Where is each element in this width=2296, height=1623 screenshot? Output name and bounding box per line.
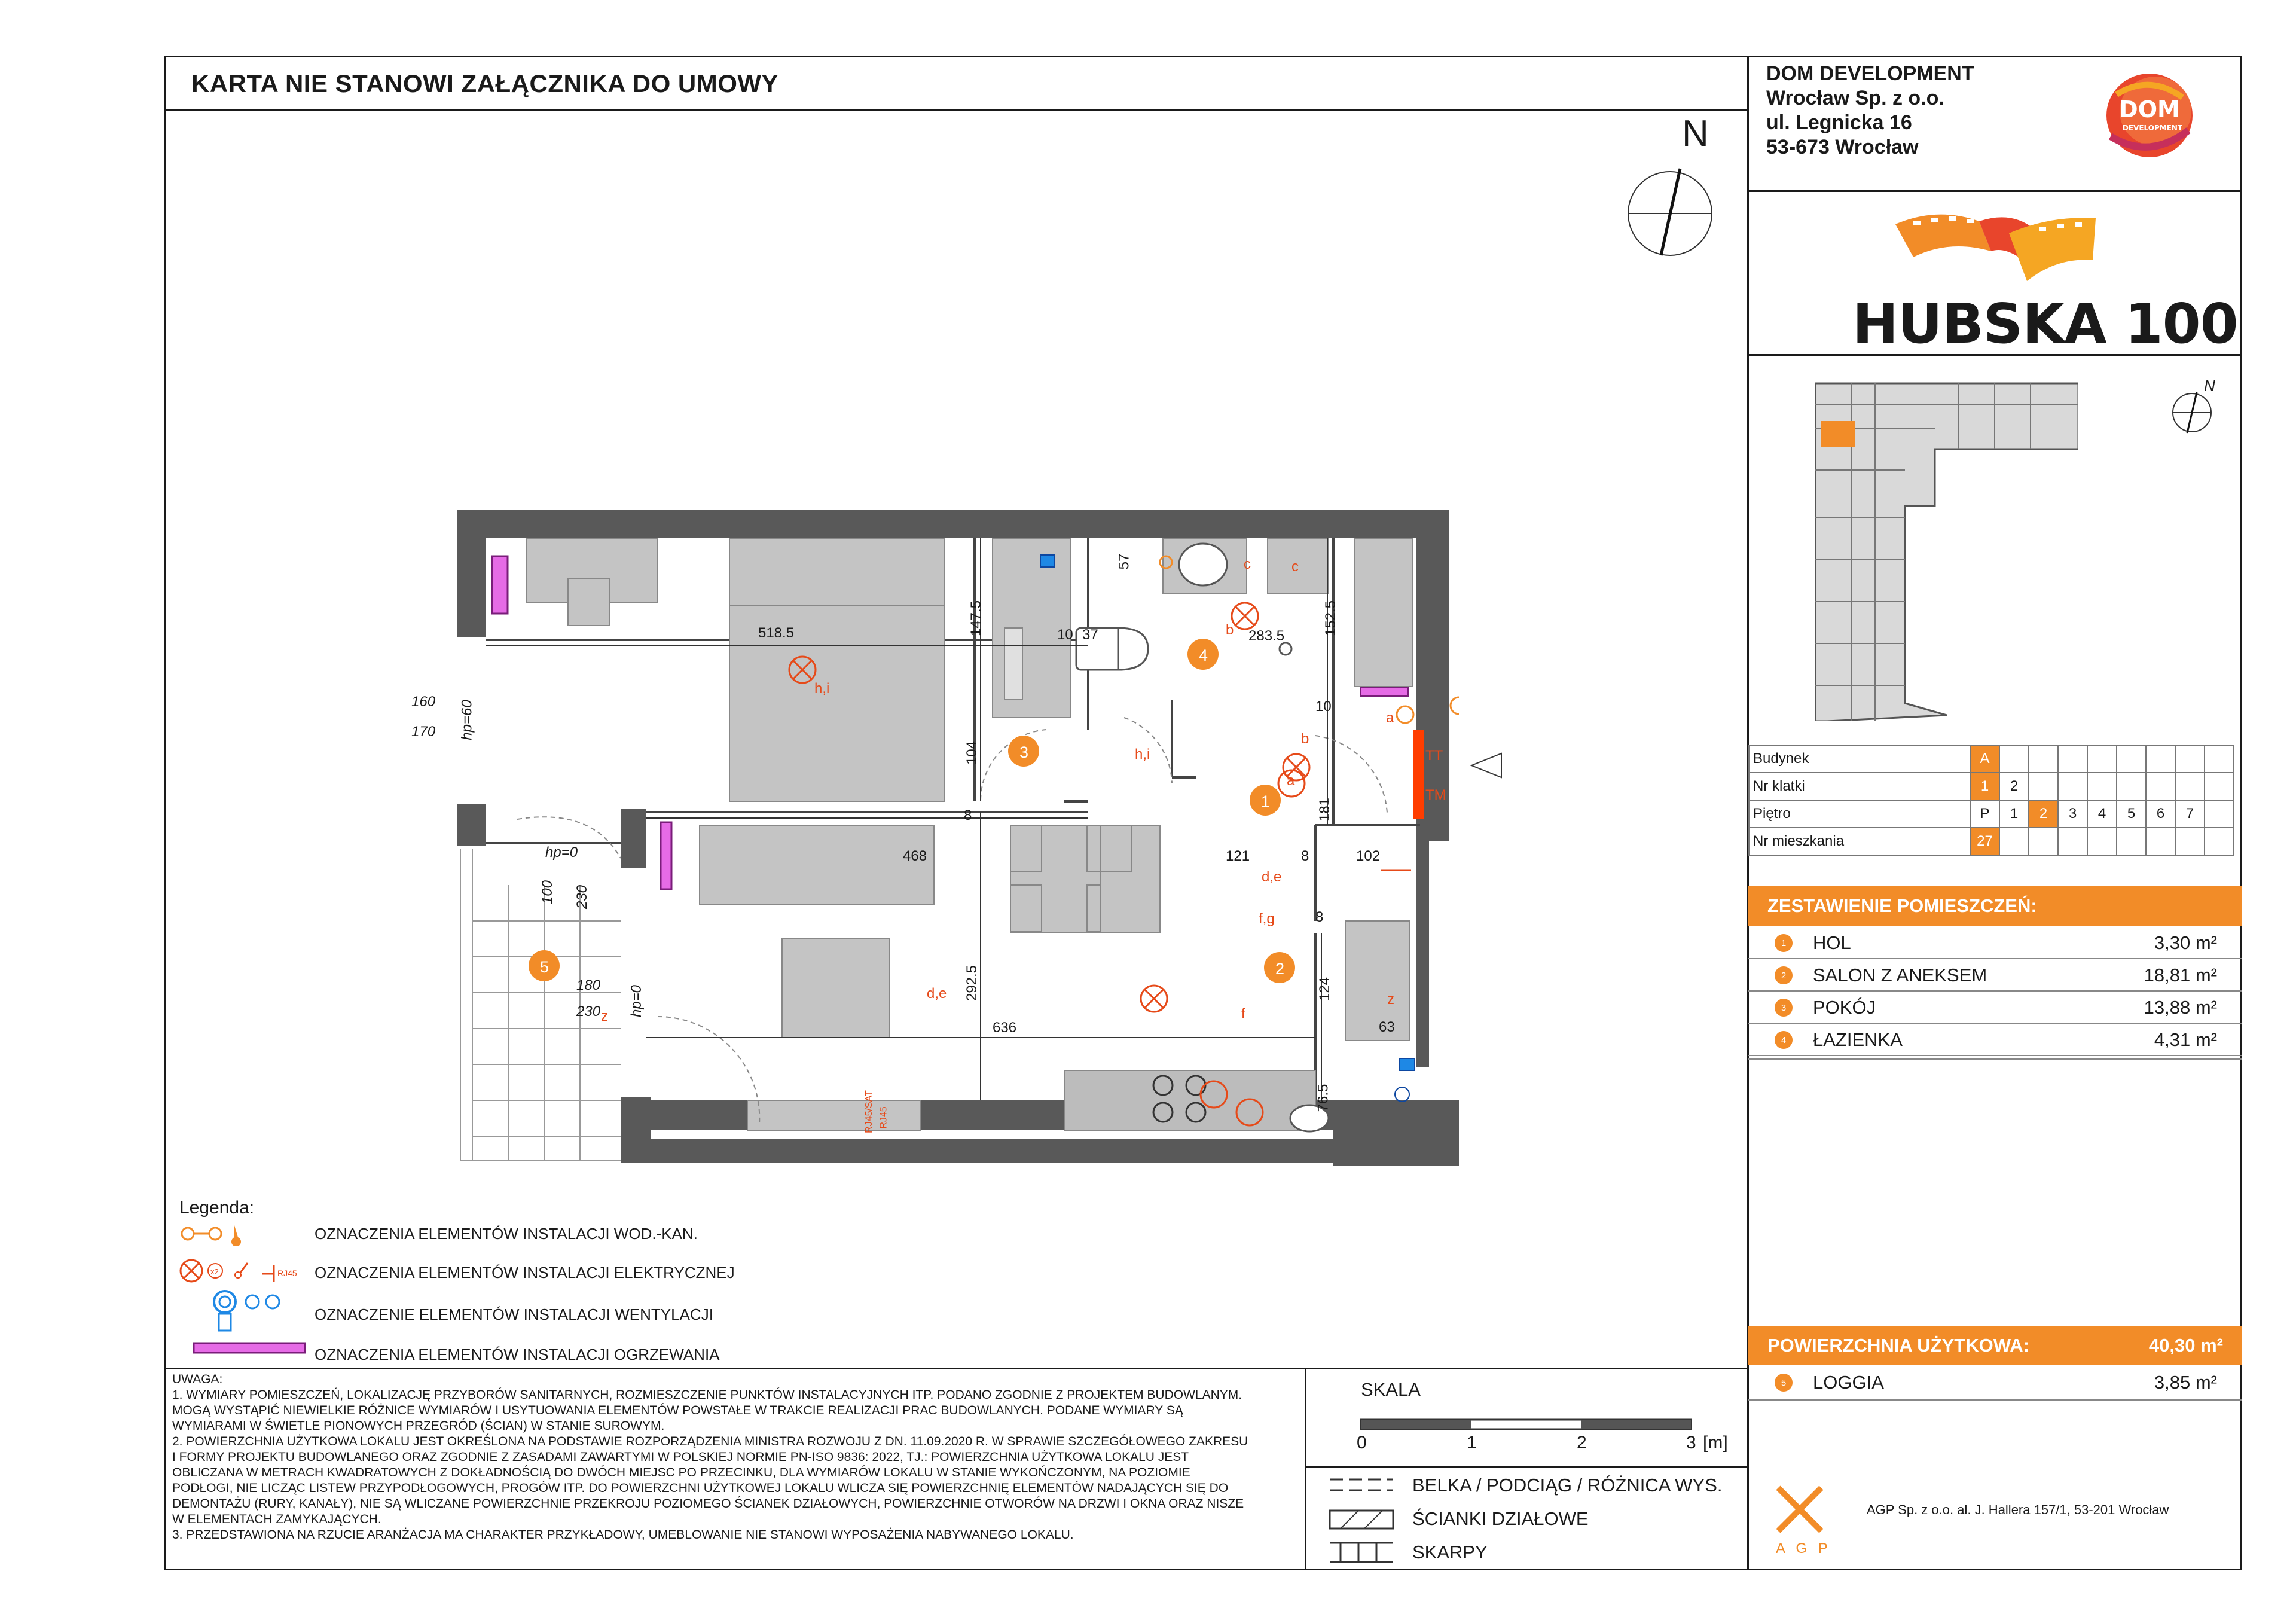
room-name: SALON Z ANEKSEM xyxy=(1813,965,1987,986)
company-entity: Wrocław Sp. z o.o. xyxy=(1766,87,1944,109)
scale-tick-0: 0 xyxy=(1357,1433,1367,1453)
symbol-partition-label: ŚCIANKI DZIAŁOWE xyxy=(1412,1508,1589,1529)
info-cell xyxy=(1999,828,2029,855)
project-divider xyxy=(1747,354,2242,356)
note-line: I FORMY PROJEKTU BUDOWLANEGO ORAZ ZGODNIE Z ZASADAMI ZAWARTYMI W POLSKIEJ NORMIE PN-ISO 9836: 2022, TJ.: POWIERZCHNIA UŻYTKOWA LOKALU JEST xyxy=(172,1450,1189,1464)
entrance-marker-icon xyxy=(1468,751,1504,780)
label-rj45-sat: RJ45/SAT xyxy=(863,1090,874,1133)
info-cell xyxy=(2029,773,2058,800)
bottom-divider xyxy=(164,1368,1748,1369)
room-row xyxy=(1748,927,2236,959)
dim-292: 292.5 xyxy=(964,965,981,1002)
north-arrow-icon xyxy=(1625,163,1715,258)
dim-147: 147.5 xyxy=(968,600,985,637)
dim-124: 124 xyxy=(1317,977,1333,1002)
note-line: PODŁOGI, NIE LICZĄC LISTEW PRZYPODŁOGOWYCH, PROGÓW ITP. DO POWIERZCHNI UŻYTKOWEJ LOKALU WLICZA SIĘ POWIERZCHNIĘ ELEMENTÓW NADAJĄCYCH SIĘ DO xyxy=(172,1481,1229,1495)
dim-230a: 230 xyxy=(574,884,591,910)
room-number-badge: 3 xyxy=(1775,999,1793,1017)
disclaimer-title: KARTA NIE STANOWI ZAŁĄCZNIKA DO UMOWY xyxy=(191,69,779,97)
label-de-1: d,e xyxy=(1262,869,1282,885)
room-name: POKÓJ xyxy=(1813,997,1876,1018)
dim-170: 170 xyxy=(411,724,436,740)
label-c-2: c xyxy=(1292,559,1299,575)
info-cell xyxy=(2146,828,2175,855)
info-cell xyxy=(2175,745,2205,773)
dim-468: 468 xyxy=(903,848,927,864)
dim-152: 152.5 xyxy=(1323,600,1339,637)
highlighted-apartment xyxy=(1821,421,1855,447)
room-area: 4,31 m² xyxy=(2154,1029,2217,1050)
dim-10a: 10 xyxy=(1057,627,1073,643)
info-cell xyxy=(2117,773,2146,800)
badge-5-label: 5 xyxy=(540,958,549,976)
loggia-number-badge: 5 xyxy=(1775,1374,1793,1392)
info-row xyxy=(1749,828,2234,855)
north-label: N xyxy=(1682,113,1709,154)
symbol-beam-label: BELKA / PODCIĄG / RÓŻNICA WYS. xyxy=(1412,1475,1723,1496)
info-cell xyxy=(2117,745,2146,773)
info-cell xyxy=(2087,773,2117,800)
dim-63: 63 xyxy=(1379,1019,1395,1035)
usable-area-value: 40,30 m² xyxy=(2148,1335,2223,1356)
room-number-badge: 2 xyxy=(1775,966,1793,984)
dim-8c: 8 xyxy=(1315,909,1324,925)
dim-100: 100 xyxy=(539,880,556,905)
info-cell xyxy=(2205,745,2234,773)
dim-hp0a: hp=0 xyxy=(545,844,578,861)
scale-bar xyxy=(1357,1416,1698,1434)
info-cell xyxy=(2087,745,2117,773)
info-cell xyxy=(2205,828,2234,855)
label-fg: f,g xyxy=(1259,911,1275,927)
company-name: DOM DEVELOPMENT xyxy=(1766,62,1974,85)
note-line: MOGĄ WYSTĄPIĆ NIEWIELKIE RÓŻNICE WYMIARÓW I USYTUOWANIA ELEMENTÓW POWSTAŁE W TRAKCIE REALIZACJI PRAC BUDOWLANYCH. PODANE WYMIARY SĄ xyxy=(172,1404,1183,1417)
note-line: W ELEMENTACH ZAMYKAJĄCYCH. xyxy=(172,1512,381,1526)
info-cell xyxy=(2146,745,2175,773)
label-f: f xyxy=(1241,1006,1245,1022)
label-de-2: d,e xyxy=(927,986,947,1002)
info-cell: 1 xyxy=(1999,800,2029,828)
dim-hp60: hp=60 xyxy=(459,700,475,740)
tech-shaft xyxy=(1413,730,1424,819)
legend-heating-icon xyxy=(193,1340,306,1355)
usable-area-label: POWIERZCHNIA UŻYTKOWA: xyxy=(1767,1335,2029,1356)
scale-tick-2: 2 xyxy=(1577,1433,1587,1453)
info-cell xyxy=(2087,828,2117,855)
legend-electrical-icons xyxy=(178,1256,316,1286)
legend-item-water: OZNACZENIA ELEMENTÓW INSTALACJI WOD.-KAN. xyxy=(315,1225,698,1243)
info-row xyxy=(1749,800,2234,828)
badge-3-label: 3 xyxy=(1019,743,1029,761)
legend-item-heating: OZNACZENIA ELEMENTÓW INSTALACJI OGRZEWANIA xyxy=(315,1346,720,1363)
info-cell: 6 xyxy=(2146,800,2175,828)
info-cell xyxy=(2146,773,2175,800)
info-cell: A xyxy=(1970,745,1999,773)
dim-104: 104 xyxy=(964,740,981,765)
dim-57: 57 xyxy=(1116,553,1132,570)
info-cell: 2 xyxy=(1999,773,2029,800)
beam-symbol-icon xyxy=(1329,1476,1394,1494)
notes-divider xyxy=(1305,1368,1306,1570)
info-cell xyxy=(2029,828,2058,855)
note-line: 2. POWIERZCHNIA UŻYTKOWA LOKALU JEST OKREŚLONA NA PODSTAWIE ROZPORZĄDZENIA MINISTRA ROZWOJU Z DN. 11.09.2020 R. W SPRAWIE SZCZEGÓŁOWEGO ZAKRESU xyxy=(172,1435,1248,1448)
scale-title: SKALA xyxy=(1361,1379,1421,1400)
legend-item-ventilation: OZNACZENIE ELEMENTÓW INSTALACJI WENTYLACJI xyxy=(315,1305,713,1323)
label-a-2: a xyxy=(1386,710,1394,726)
building-key-plan xyxy=(1815,380,2078,721)
notes-title: UWAGA: xyxy=(172,1372,223,1386)
dim-230b: 230 xyxy=(576,1003,601,1020)
agp-logo-text: A G P xyxy=(1776,1540,1831,1557)
company-divider xyxy=(1747,190,2242,192)
room-area: 13,88 m² xyxy=(2144,997,2217,1018)
logo-dom-text: DOM xyxy=(2119,96,2180,123)
info-cell xyxy=(2117,828,2146,855)
info-row xyxy=(1749,773,2234,800)
info-cell xyxy=(2175,773,2205,800)
architect-address: AGP Sp. z o.o. al. J. Hallera 157/1, 53-201 Wrocław xyxy=(1867,1502,2169,1517)
small-north-label: N xyxy=(2204,377,2215,395)
info-cell: 1 xyxy=(1970,773,1999,800)
label-z-2: z xyxy=(1387,992,1394,1008)
dim-180: 180 xyxy=(576,977,601,993)
info-cell xyxy=(2205,773,2234,800)
info-cell: P xyxy=(1970,800,1999,828)
note-line: OBLICZANA W METRACH KWADRATOWYCH Z DOKŁADNOŚCIĄ DO DWÓCH MIEJSC PO PRZECINKU, DLA WYMIARÓW LOKALU W STANIE WYKOŃCZONYM, NA POZIOMIE xyxy=(172,1466,1190,1479)
info-cell: 7 xyxy=(2175,800,2205,828)
badge-2-label: 2 xyxy=(1275,960,1285,978)
info-row-label: Piętro xyxy=(1749,800,1970,828)
scale-unit: [m] xyxy=(1703,1433,1728,1453)
info-cell xyxy=(2058,773,2087,800)
dim-37: 37 xyxy=(1082,627,1098,643)
slope-symbol-icon xyxy=(1329,1540,1394,1564)
info-cell xyxy=(2175,828,2205,855)
info-row xyxy=(1749,745,2234,773)
logo-development-text: DEVELOPMENT xyxy=(2122,124,2183,132)
info-cell: 5 xyxy=(2117,800,2146,828)
symbol-slope-label: SKARPY xyxy=(1412,1542,1488,1563)
info-cell xyxy=(2029,745,2058,773)
note-line: WYMIARAMI W ŚWIETLE PIONOWYCH PRZEGRÓD (ŚCIAN) W STANIE SUROWYM. xyxy=(172,1419,665,1433)
dim-121: 121 xyxy=(1226,848,1250,864)
legend-water-icons xyxy=(178,1222,250,1246)
info-cell: 4 xyxy=(2087,800,2117,828)
room-row-divider xyxy=(1748,1055,2242,1056)
apartment-info-table xyxy=(1748,745,2234,856)
label-z-1: z xyxy=(601,1008,608,1024)
header-divider xyxy=(164,109,1748,111)
loggia-name: LOGGIA xyxy=(1813,1372,1884,1393)
note-line: 1. WYMIARY POMIESZCZEŃ, LOKALIZACJĘ PRZYBORÓW SANITARNYCH, ROZMIESZCZENIE PUNKTÓW INSTALACYJNYCH ITP. PODANO ZGODNIE Z PROJEKTEM BUDOWLANYM. xyxy=(172,1388,1242,1402)
rooms-summary-header: ZESTAWIENIE POMIESZCZEŃ: xyxy=(1748,886,2242,926)
dim-hp0b: hp=0 xyxy=(628,984,645,1018)
partition-symbol-icon xyxy=(1329,1508,1394,1531)
room-number-badge: 1 xyxy=(1775,934,1793,952)
loggia-row-end xyxy=(1748,1399,2242,1401)
usable-area-bar xyxy=(1748,1326,2242,1365)
info-cell xyxy=(1999,745,2029,773)
note-line: 3. PRZEDSTAWIONA NA RZUCIE ARANŻACJA MA CHARAKTER PRZYKŁADOWY, UMEBLOWANIE NIE STANOWI WYPOSAŻENIA NABYWANEGO LOKALU. xyxy=(172,1528,1074,1542)
project-name: HUBSKA 100 xyxy=(1852,292,2238,356)
info-cell xyxy=(2205,800,2234,828)
info-cell: 3 xyxy=(2058,800,2087,828)
label-hi-2: h,i xyxy=(1135,746,1150,762)
company-info xyxy=(1766,62,1974,160)
info-cell: 27 xyxy=(1970,828,1999,855)
room-row xyxy=(1748,1024,2236,1056)
company-street: ul. Legnicka 16 xyxy=(1766,111,1912,134)
dim-76: 76.5 xyxy=(1315,1084,1332,1112)
legend-item-electrical: OZNACZENIA ELEMENTÓW INSTALACJI ELEKTRYCZNEJ xyxy=(315,1264,735,1282)
rooms-list-end xyxy=(1748,1058,2242,1060)
info-row-label: Nr mieszkania xyxy=(1749,828,1970,855)
label-rj45: RJ45 xyxy=(878,1106,889,1129)
dom-development-logo xyxy=(2093,71,2206,160)
legend-ventilation-icons xyxy=(209,1289,287,1337)
info-cell: 2 xyxy=(2029,800,2058,828)
dim-10b: 10 xyxy=(1315,698,1332,715)
label-a-1: a xyxy=(1287,773,1295,789)
scale-tick-1: 1 xyxy=(1467,1433,1477,1453)
dim-636: 636 xyxy=(993,1020,1017,1036)
company-city: 53-673 Wrocław xyxy=(1766,136,1919,158)
dim-181: 181 xyxy=(1317,797,1333,822)
room-name: HOL xyxy=(1813,932,1851,953)
room-row xyxy=(1748,959,2236,992)
dim-160: 160 xyxy=(411,694,436,710)
info-row-label: Budynek xyxy=(1749,745,1970,773)
label-tm: TM xyxy=(1425,787,1446,803)
film-strip-logo xyxy=(1889,197,2105,293)
dim-283: 283.5 xyxy=(1248,628,1285,644)
notes-block xyxy=(172,1372,1296,1543)
notes-lines xyxy=(172,1387,1296,1543)
room-area: 18,81 m² xyxy=(2144,965,2217,986)
info-row-label: Nr klatki xyxy=(1749,773,1970,800)
label-b-1: b xyxy=(1226,622,1234,638)
room-area: 3,30 m² xyxy=(2154,932,2217,953)
info-cell xyxy=(2058,745,2087,773)
room-name: ŁAZIENKA xyxy=(1813,1029,1903,1050)
badge-1-label: 1 xyxy=(1261,792,1271,810)
label-c-1: c xyxy=(1244,556,1251,572)
dim-8b: 8 xyxy=(1301,848,1309,864)
loggia-area: 3,85 m² xyxy=(2154,1372,2217,1393)
door-swings xyxy=(517,718,1387,1124)
note-line: DEMONTAŻU (RURY, KANAŁY), NIE SĄ WLICZANE POWIERZCHNIE PRZEKROJU POZIOMEGO ŚCIANEK DZIAŁOWYCH, POWIERZCHNIE OTWORÓW NA DRZWI I OKNA ORAZ NISZE xyxy=(172,1497,1244,1511)
legend-title: Legenda: xyxy=(179,1198,255,1218)
dim-518: 518.5 xyxy=(758,625,795,641)
loggia-row xyxy=(1748,1366,2236,1399)
room-row xyxy=(1748,992,2236,1024)
scale-tick-3: 3 xyxy=(1686,1433,1696,1453)
label-tt: TT xyxy=(1425,748,1443,764)
label-hi-1: h,i xyxy=(814,681,830,697)
dim-102: 102 xyxy=(1356,848,1381,864)
floor-plan xyxy=(454,502,1459,1172)
scale-divider xyxy=(1305,1466,1748,1468)
badge-4-label: 4 xyxy=(1199,646,1208,664)
room-number-badge: 4 xyxy=(1775,1031,1793,1049)
dim-8a: 8 xyxy=(964,807,972,823)
info-cell xyxy=(2058,828,2087,855)
label-b-2: b xyxy=(1301,731,1309,747)
legend-rj45-text: RJ45 xyxy=(277,1268,297,1278)
legend-x2-text: x2 xyxy=(210,1267,219,1276)
